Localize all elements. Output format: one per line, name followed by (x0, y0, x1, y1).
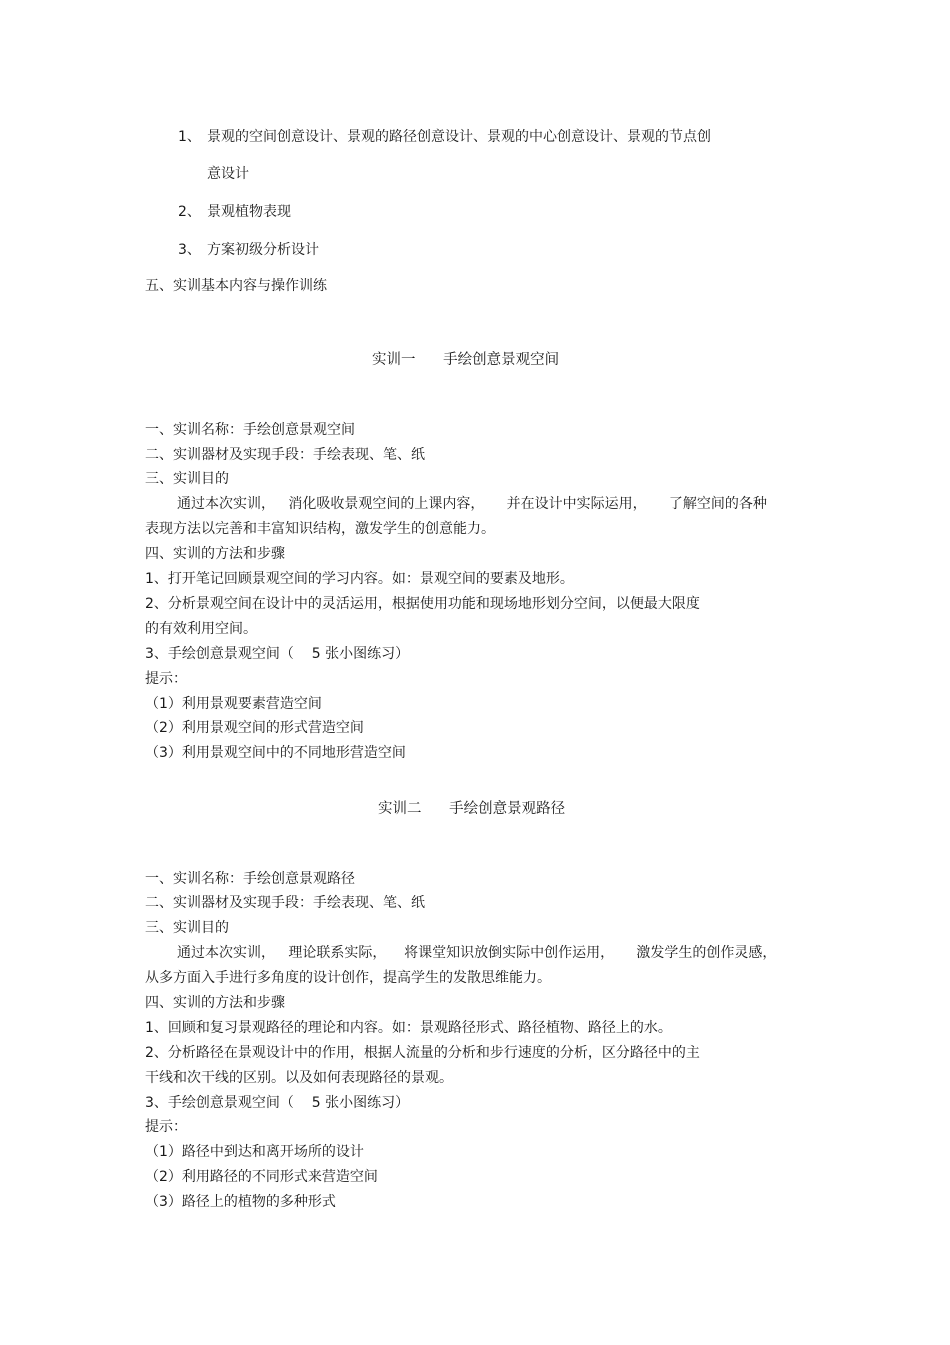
training-1-line: 四、实训的方法和步骤 (145, 546, 285, 562)
training-2-line: 通过本次实训， 理论联系实际， 将课堂知识放倒实际中创作运用， 激发学生的创作灵感， (177, 945, 777, 961)
training-1-line: 提示： (145, 671, 187, 687)
training-1-line: 的有效利用空间。 (145, 621, 257, 637)
training-2-line: （3）路径上的植物的多种形式 (145, 1194, 336, 1210)
training-2-line: 三、实训目的 (145, 920, 229, 936)
training-2-line: （2）利用路径的不同形式来营造空间 (145, 1169, 378, 1185)
list-item-3-text: 方案初级分析设计 (207, 242, 319, 258)
training-1-line: （1）利用景观要素营造空间 (145, 696, 322, 712)
training-2-line: 四、实训的方法和步骤 (145, 995, 285, 1011)
training-2-line: 提示： (145, 1119, 187, 1135)
list-item-1-text: 景观的空间创意设计、景观的路径创意设计、景观的中心创意设计、景观的节点创 (207, 129, 711, 145)
training-1-title: 实训一 手绘创意景观空间 (372, 352, 560, 368)
training-2-line: 2、分析路径在景观设计中的作用，根据人流量的分析和步行速度的分析，区分路径中的主 (145, 1045, 700, 1061)
training-1-line: 3、手绘创意景观空间（ 5 张小图练习） (145, 646, 410, 662)
training-1-line: 2、分析景观空间在设计中的灵活运用，根据使用功能和现场地形划分空间，以便最大限度 (145, 596, 700, 612)
training-2-line: 一、实训名称：手绘创意景观路径 (145, 871, 355, 887)
list-item-2-text: 景观植物表现 (207, 204, 291, 220)
training-1-line: 一、实训名称：手绘创意景观空间 (145, 422, 355, 438)
training-2-line: 3、手绘创意景观空间（ 5 张小图练习） (145, 1095, 410, 1111)
training-2-line: 干线和次干线的区别。以及如何表现路径的景观。 (145, 1070, 453, 1086)
training-1-line: 三、实训目的 (145, 471, 229, 487)
training-2-title: 实训二 手绘创意景观路径 (378, 801, 566, 817)
training-1-line: 二、实训器材及实现手段：手绘表现、笔、纸 (145, 447, 425, 463)
list-item-2-number: 2、 (178, 204, 201, 220)
training-1-line: 表现方法以完善和丰富知识结构，激发学生的创意能力。 (145, 521, 495, 537)
list-item-1-continuation: 意设计 (207, 166, 249, 182)
training-1-line: 通过本次实训， 消化吸收景观空间的上课内容， 并在设计中实际运用， 了解空间的各种 (177, 496, 767, 512)
training-1-line: 1、打开笔记回顾景观空间的学习内容。如：景观空间的要素及地形。 (145, 571, 574, 587)
training-1-line: （2）利用景观空间的形式营造空间 (145, 720, 364, 736)
training-2-line: （1）路径中到达和离开场所的设计 (145, 1144, 364, 1160)
list-item-1-number: 1、 (178, 129, 201, 145)
section-five-heading: 五、实训基本内容与操作训练 (145, 278, 327, 294)
training-2-line: 二、实训器材及实现手段：手绘表现、笔、纸 (145, 895, 425, 911)
training-1-line: （3）利用景观空间中的不同地形营造空间 (145, 745, 406, 761)
training-2-line: 1、回顾和复习景观路径的理论和内容。如：景观路径形式、路径植物、路径上的水。 (145, 1020, 672, 1036)
training-2-line: 从多方面入手进行多角度的设计创作，提高学生的发散思维能力。 (145, 970, 551, 986)
list-item-3-number: 3、 (178, 242, 201, 258)
